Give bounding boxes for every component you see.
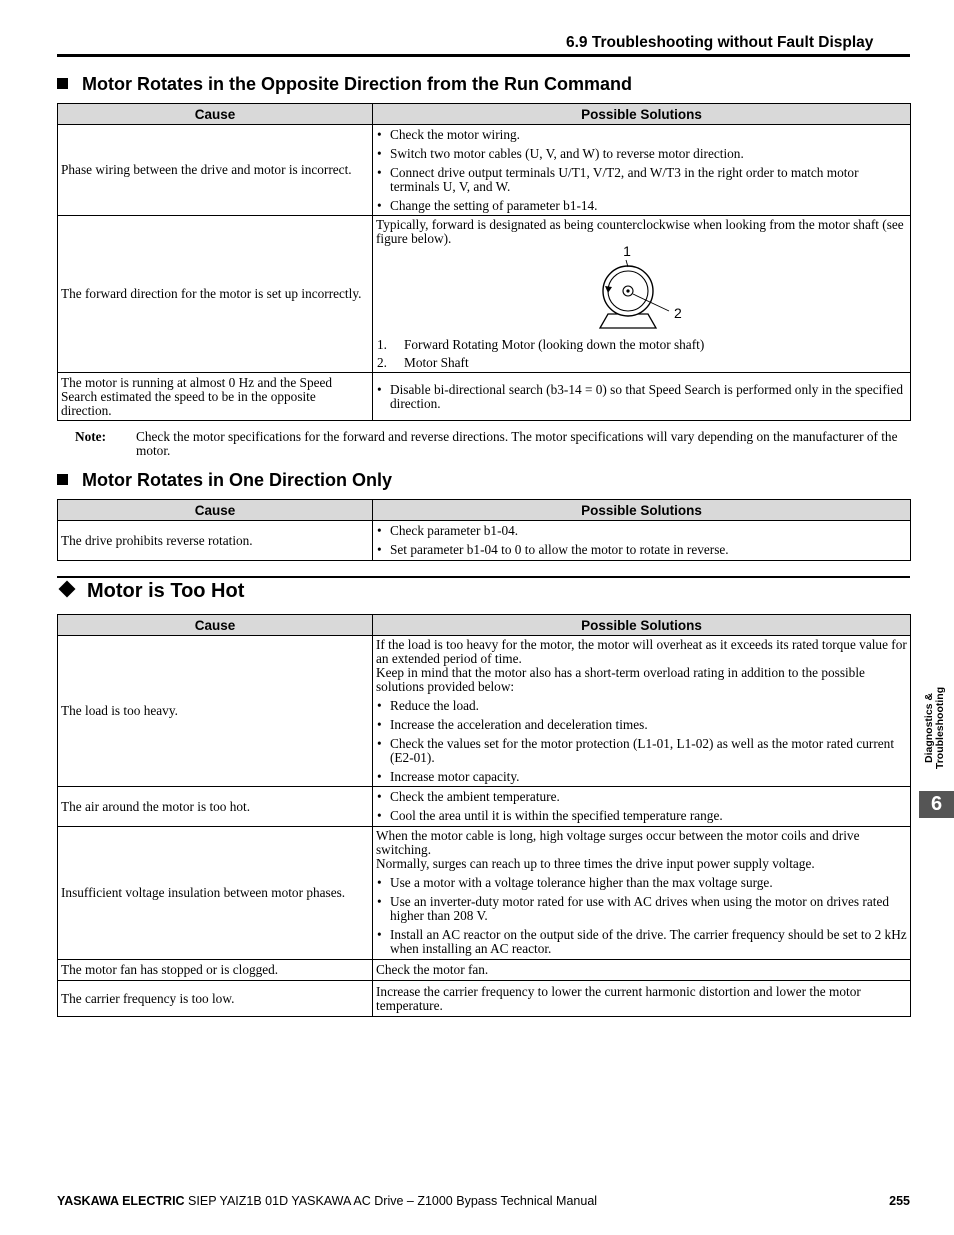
- cause-cell: The forward direction for the motor is set up incorrectly.: [58, 216, 373, 373]
- table-row: [58, 827, 911, 960]
- cause-cell: Insufficient voltage insulation between motor phases.: [58, 827, 373, 960]
- solution-paragraph: When the motor cable is long, high voltage surges occur between the motor coils and drive switching.: [376, 828, 860, 857]
- chapter-number-tab: 6: [919, 791, 954, 818]
- solution-list: [376, 876, 908, 956]
- solution-item: • Connect drive output terminals U/T1, V/T2, and W/T3 in the right order to match motor terminals U, V, and W.: [376, 166, 908, 194]
- side-tab-line: Diagnostics &: [923, 693, 935, 764]
- solution-item: • Check parameter b1-04.: [376, 524, 908, 538]
- table-motor-too-hot: [57, 614, 911, 1017]
- cause-cell: The load is too heavy.: [58, 636, 373, 787]
- solution-item: • Check the values set for the motor protection (L1-01, L1-02) as well as the motor rated current (E2-01).: [376, 737, 908, 765]
- figure-legend: [376, 338, 908, 370]
- legend-text: Motor Shaft: [404, 355, 469, 370]
- note-label: Note:: [75, 429, 107, 444]
- legend-item: [376, 356, 908, 370]
- table-opposite-direction: [57, 103, 911, 421]
- legend-text: Forward Rotating Motor (looking down the motor shaft): [404, 337, 705, 352]
- solution-paragraph: Normally, surges can reach up to three times the drive input power supply voltage.: [376, 856, 815, 871]
- table-row: [58, 373, 911, 421]
- table-one-direction: [57, 499, 911, 561]
- note-text: Check the motor specifications for the forward and reverse directions. The motor specifications will vary depending on the manufacturer of the motor.: [136, 429, 898, 458]
- square-bullet-icon: [57, 474, 68, 485]
- cause-cell: The drive prohibits reverse rotation.: [58, 521, 373, 561]
- diamond-bullet-icon: [59, 581, 76, 598]
- table-row: [58, 521, 911, 561]
- figure-label-2: 2: [674, 305, 682, 321]
- solutions-cell: [373, 787, 911, 827]
- solution-item: • Increase the acceleration and deceleration times.: [376, 718, 908, 732]
- cause-cell: The motor is running at almost 0 Hz and the Speed Search estimated the speed to be in the opposite direction.: [58, 373, 373, 421]
- solution-list: [376, 128, 908, 213]
- side-tab-line: Troubleshooting: [934, 686, 946, 770]
- solution-item: • Use a motor with a voltage tolerance higher than the max voltage surge.: [376, 876, 908, 890]
- col-header-cause: Cause: [58, 104, 373, 125]
- solutions-cell: [373, 636, 911, 787]
- solutions-cell: Increase the carrier frequency to lower the current harmonic distortion and lower the motor temperature.: [373, 981, 911, 1017]
- motor-shaft-center: [626, 289, 629, 292]
- solution-item: • Increase motor capacity.: [376, 770, 908, 784]
- header-rule: [57, 54, 910, 57]
- heading-motor-too-hot: [57, 580, 244, 603]
- col-header-cause: Cause: [58, 615, 373, 636]
- solution-item: • Disable bi-directional search (b3-14 = 0) so that Speed Search is performed only in the specified direction.: [376, 383, 908, 411]
- motor-rotation-diagram: [376, 246, 911, 338]
- col-header-solutions: Possible Solutions: [373, 500, 911, 521]
- solution-item: • Check the ambient temperature.: [376, 790, 908, 804]
- footer-text: [57, 1194, 597, 1208]
- solutions-cell: [373, 373, 911, 421]
- solutions-cell: [373, 125, 911, 216]
- table-row: [58, 125, 911, 216]
- table-row: [58, 216, 911, 373]
- solution-item: • Reduce the load.: [376, 699, 908, 713]
- heading-one-direction: [57, 470, 392, 491]
- heading-text: Motor Rotates in the Opposite Direction from the Run Command: [82, 74, 633, 94]
- footer-doc: SIEP YAIZ1B 01D YASKAWA AC Drive – Z1000 Bypass Technical Manual: [184, 1194, 598, 1208]
- col-header-solutions: Possible Solutions: [373, 615, 911, 636]
- heading-text: Motor Rotates in One Direction Only: [82, 470, 393, 490]
- note-block: [75, 430, 910, 458]
- solutions-cell: [373, 521, 911, 561]
- cause-cell: The air around the motor is too hot.: [58, 787, 373, 827]
- solution-item: • Switch two motor cables (U, V, and W) to reverse motor direction.: [376, 147, 908, 161]
- cause-cell: Phase wiring between the drive and motor is incorrect.: [58, 125, 373, 216]
- solution-intro: Typically, forward is designated as being counterclockwise when looking from the motor shaft (see figure below).: [376, 217, 904, 246]
- forward-rotation-figure: [376, 246, 908, 338]
- cause-cell: The carrier frequency is too low.: [58, 981, 373, 1017]
- solutions-cell: [373, 827, 911, 960]
- solution-item: • Use an inverter-duty motor rated for use with AC drives when using the motor on drives rated higher than 208 V.: [376, 895, 908, 923]
- solution-list: [376, 699, 908, 784]
- square-bullet-icon: [57, 78, 68, 89]
- table-row: [58, 981, 911, 1017]
- cause-cell: The motor fan has stopped or is clogged.: [58, 960, 373, 981]
- side-tab-chapter-title: [916, 673, 954, 783]
- col-header-solutions: Possible Solutions: [373, 104, 911, 125]
- solutions-cell: [373, 216, 911, 373]
- solution-list: [376, 790, 908, 823]
- footer-brand: YASKAWA ELECTRIC: [57, 1194, 185, 1208]
- solution-item: • Set parameter b1-04 to 0 to allow the motor to rotate in reverse.: [376, 543, 908, 557]
- legend-number: 1.: [377, 337, 387, 352]
- table-row: [58, 787, 911, 827]
- solutions-cell: Check the motor fan.: [373, 960, 911, 981]
- figure-label-1: 1: [623, 246, 631, 259]
- page-section-title: 6.9 Troubleshooting without Fault Display: [566, 34, 874, 51]
- table-header-row: [58, 104, 911, 125]
- col-header-cause: Cause: [58, 500, 373, 521]
- heading-opposite-direction: [57, 74, 632, 95]
- solution-item: • Change the setting of parameter b1-14.: [376, 199, 908, 213]
- solution-paragraph: If the load is too heavy for the motor, the motor will overheat as it exceeds its rated torque value for an extended period of time.: [376, 637, 907, 666]
- legend-number: 2.: [377, 355, 387, 370]
- page-number: 255: [889, 1194, 910, 1208]
- section-rule: [57, 576, 910, 578]
- solution-list: [376, 524, 908, 557]
- table-row: [58, 960, 911, 981]
- solution-list: [376, 383, 908, 411]
- table-row: [58, 636, 911, 787]
- table-header-row: [58, 615, 911, 636]
- solution-item: • Check the motor wiring.: [376, 128, 908, 142]
- solution-paragraph: Keep in mind that the motor also has a short-term overload rating in addition to the possible solutions provided below:: [376, 665, 865, 694]
- heading-text: Motor is Too Hot: [87, 580, 245, 602]
- solution-item: • Cool the area until it is within the specified temperature range.: [376, 809, 908, 823]
- table-header-row: [58, 500, 911, 521]
- legend-item: [376, 338, 908, 352]
- solution-item: • Install an AC reactor on the output side of the drive. The carrier frequency should be set to 2 kHz when installing an AC reactor.: [376, 928, 908, 956]
